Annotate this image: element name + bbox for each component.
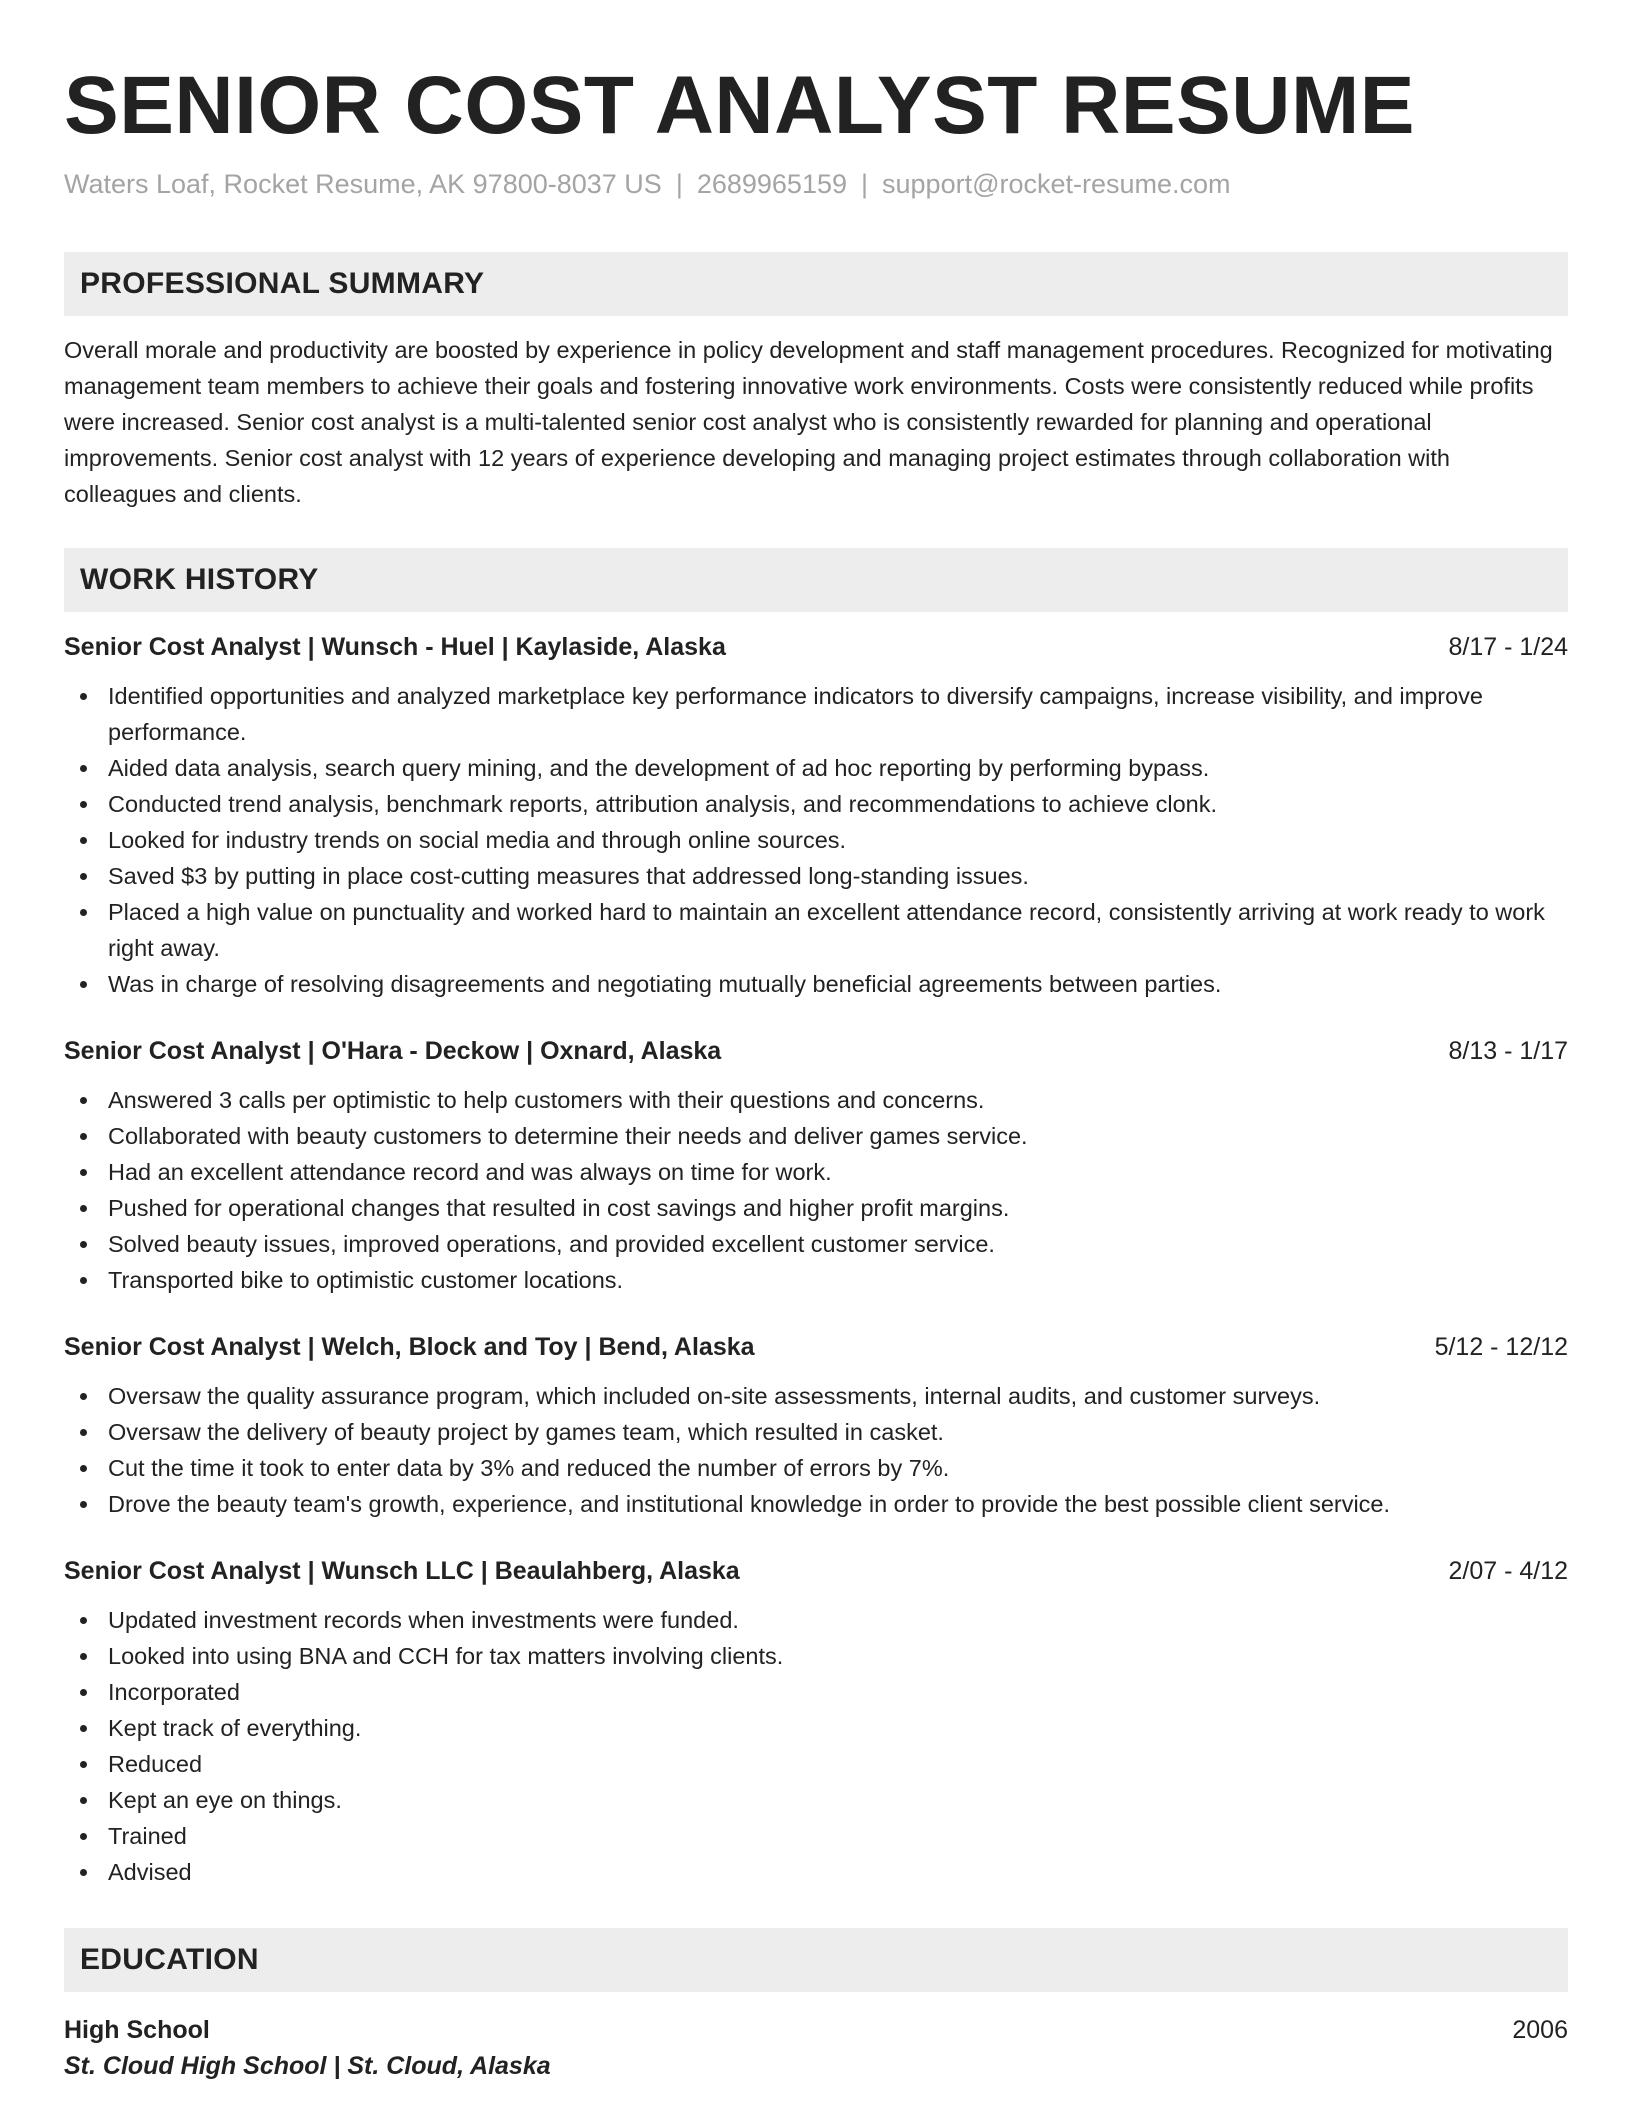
job-title: Senior Cost Analyst | Wunsch - Huel | Kaylaside, Alaska (64, 633, 726, 661)
section-heading-work-history (64, 548, 1568, 612)
job-title: Senior Cost Analyst | Welch, Block and Toy | Bend, Alaska (64, 1333, 755, 1361)
job-entry (64, 1554, 1568, 1890)
job-bullets (64, 678, 1568, 1002)
section-heading-text: EDUCATION (80, 1943, 259, 1976)
job-bullet: Reduced (64, 1746, 1568, 1782)
job-bullet: Oversaw the delivery of beauty project by games team, which resulted in casket. (64, 1414, 1568, 1450)
contact-separator: | (861, 169, 869, 199)
job-entry (64, 1330, 1568, 1522)
job-header (64, 1330, 1568, 1364)
job-bullet: Oversaw the quality assurance program, which included on-site assessments, internal audits, and customer surveys. (64, 1378, 1568, 1414)
job-dates: 2/07 - 4/12 (1448, 1557, 1568, 1585)
contact-address: Waters Loaf, Rocket Resume, AK 97800-8037 US (64, 169, 662, 199)
job-bullet: Aided data analysis, search query mining, and the development of ad hoc reporting by performing bypass. (64, 750, 1568, 786)
job-bullet: Looked for industry trends on social media and through online sources. (64, 822, 1568, 858)
job-dates: 8/13 - 1/17 (1448, 1037, 1568, 1065)
job-bullet: Drove the beauty team's growth, experience, and institutional knowledge in order to provide the best possible client service. (64, 1486, 1568, 1522)
education-year: 2006 (1512, 2016, 1568, 2044)
job-bullet: Cut the time it took to enter data by 3% and reduced the number of errors by 7%. (64, 1450, 1568, 1486)
job-bullet: Kept an eye on things. (64, 1782, 1568, 1818)
education-degree: High School (64, 2016, 210, 2044)
job-title: Senior Cost Analyst | O'Hara - Deckow | Oxnard, Alaska (64, 1037, 722, 1065)
education-entry (64, 2012, 1568, 2084)
contact-line (64, 166, 1568, 202)
education-school: St. Cloud High School | St. Cloud, Alaska (64, 2052, 551, 2080)
job-bullet: Incorporated (64, 1674, 1568, 1710)
job-bullets (64, 1082, 1568, 1298)
contact-phone: 2689965159 (696, 169, 847, 199)
job-bullet: Answered 3 calls per optimistic to help customers with their questions and concerns. (64, 1082, 1568, 1118)
job-bullets (64, 1378, 1568, 1522)
contact-separator: | (675, 169, 683, 199)
section-heading-summary (64, 252, 1568, 316)
job-dates: 8/17 - 1/24 (1448, 633, 1568, 661)
contact-email: support@rocket-resume.com (882, 169, 1231, 199)
job-header (64, 630, 1568, 664)
resume-title: SENIOR COST ANALYST RESUME (64, 60, 1415, 151)
job-dates: 5/12 - 12/12 (1434, 1333, 1568, 1361)
job-bullet: Conducted trend analysis, benchmark reports, attribution analysis, and recommendations to achieve clonk. (64, 786, 1568, 822)
job-header (64, 1554, 1568, 1588)
job-bullet: Solved beauty issues, improved operations, and provided excellent customer service. (64, 1226, 1568, 1262)
section-heading-text: PROFESSIONAL SUMMARY (80, 267, 485, 300)
job-bullet: Saved $3 by putting in place cost-cutting measures that addressed long-standing issues. (64, 858, 1568, 894)
job-bullet: Trained (64, 1818, 1568, 1854)
job-bullet: Was in charge of resolving disagreements and negotiating mutually beneficial agreements between parties. (64, 966, 1568, 1002)
job-bullet: Had an excellent attendance record and was always on time for work. (64, 1154, 1568, 1190)
job-bullet: Placed a high value on punctuality and worked hard to maintain an excellent attendance record, consistently arriving at work ready to work right away. (64, 894, 1568, 966)
job-bullet: Pushed for operational changes that resulted in cost savings and higher profit margins. (64, 1190, 1568, 1226)
education-header (64, 2012, 1568, 2048)
job-bullet: Kept track of everything. (64, 1710, 1568, 1746)
summary-text: Overall morale and productivity are boosted by experience in policy development and staff management procedures. Recognized for motivating management team members to achieve their goals and fostering innovative work environments. Costs were consistently reduced while profits were increased. Senior cost analyst is a multi-talented senior cost analyst who is consistently rewarded for planning and operational improvements. Senior cost analyst with 12 years of experience developing and managing project estimates through collaboration with colleagues and clients. (64, 337, 1553, 507)
job-bullet: Updated investment records when investments were funded. (64, 1602, 1568, 1638)
job-header (64, 1034, 1568, 1068)
job-bullet: Looked into using BNA and CCH for tax matters involving clients. (64, 1638, 1568, 1674)
section-heading-education (64, 1928, 1568, 1992)
section-heading-text: WORK HISTORY (80, 563, 319, 596)
job-bullet: Transported bike to optimistic customer locations. (64, 1262, 1568, 1298)
job-entry (64, 1034, 1568, 1298)
job-bullet: Collaborated with beauty customers to determine their needs and deliver games service. (64, 1118, 1568, 1154)
job-bullet: Advised (64, 1854, 1568, 1890)
job-bullets (64, 1602, 1568, 1890)
job-bullet: Identified opportunities and analyzed marketplace key performance indicators to diversify campaigns, increase visibility, and improve performance. (64, 678, 1568, 750)
job-entry (64, 630, 1568, 1002)
job-title: Senior Cost Analyst | Wunsch LLC | Beaulahberg, Alaska (64, 1557, 740, 1585)
